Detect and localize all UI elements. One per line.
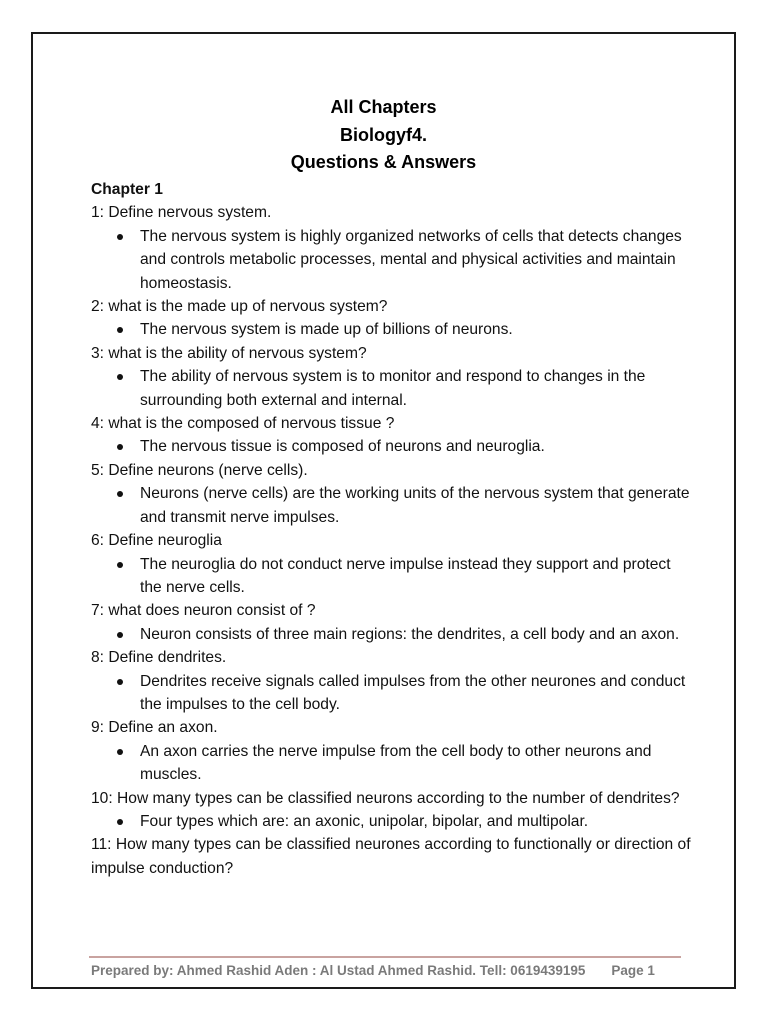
answer-text: The ability of nervous system is to monitor and respond to changes in the surrounding both external and internal. [140,368,646,409]
question-2: 2: what is the made up of nervous system? [91,298,388,316]
answer-text: The nervous tissue is composed of neurons and neuroglia. [140,438,545,456]
question-3: 3: what is the ability of nervous system? [91,344,367,362]
answer-7 [91,623,691,646]
bullet-icon [117,327,123,333]
footer-divider [89,956,681,958]
answer-5 [91,482,691,529]
question-5: 5: Define neurons (nerve cells). [91,461,308,479]
document-body [91,178,691,880]
answer-text: Four types which are: an axonic, unipolar, bipolar, and multipolar. [140,812,589,830]
title-line-2: Biologyf4. [339,124,427,145]
document-page [31,32,736,989]
document-title-block [33,94,734,177]
page-footer [91,961,691,981]
page-number: Page 1 [611,963,655,978]
bullet-icon [117,679,123,685]
question-8: 8: Define dendrites. [91,649,227,667]
answer-2 [91,318,691,341]
bullet-icon [117,819,123,825]
chapter-heading: Chapter 1 [91,181,163,198]
answer-10 [91,810,691,833]
bullet-icon [117,374,123,380]
answer-text: The neuroglia do not conduct nerve impulse instead they support and protect the nerve cells. [140,555,671,596]
answer-text: The nervous system is made up of billions of neurons. [140,321,513,339]
answer-3 [91,365,691,412]
answer-text: Neuron consists of three main regions: the dendrites, a cell body and an axon. [140,625,680,643]
question-7: 7: what does neuron consist of ? [91,602,316,620]
question-10: 10: How many types can be classified neurons according to the number of dendrites? [91,789,680,807]
bullet-icon [117,444,123,450]
bullet-icon [117,234,123,240]
bullet-icon [117,491,123,497]
answer-1 [91,225,691,295]
bullet-icon [117,749,123,755]
question-4: 4: what is the composed of nervous tissue ? [91,415,395,433]
bullet-icon [117,632,123,638]
question-11: 11: How many types can be classified neurones according to functionally or direction of impulse conduction? [91,836,691,877]
title-line-1: All Chapters [330,97,437,117]
answer-text: Dendrites receive signals called impulses from the other neurones and conduct the impulses to the cell body. [140,672,686,713]
answer-text: An axon carries the nerve impulse from the cell body to other neurons and muscles. [140,742,652,784]
answer-text: Neurons (nerve cells) are the working units of the nervous system that generate and transmit nerve impulses. [140,485,690,526]
answer-8 [91,670,691,717]
question-6: 6: Define neuroglia [91,532,222,550]
title-line-3: Questions & Answers [290,152,477,172]
answer-9 [91,740,691,787]
footer-prepared-by: Prepared by: Ahmed Rashid Aden : Al Ustad Ahmed Rashid. Tell: 0619439195 [91,963,586,978]
answer-4 [91,435,691,458]
question-9: 9: Define an axon. [91,719,218,737]
answer-text: The nervous system is highly organized networks of cells that detects changes and controls metabolic processes, mental and physical activities and maintain homeostasis. [140,227,682,292]
answer-6 [91,553,691,600]
question-1: 1: Define nervous system. [91,204,272,222]
bullet-icon [117,562,123,568]
